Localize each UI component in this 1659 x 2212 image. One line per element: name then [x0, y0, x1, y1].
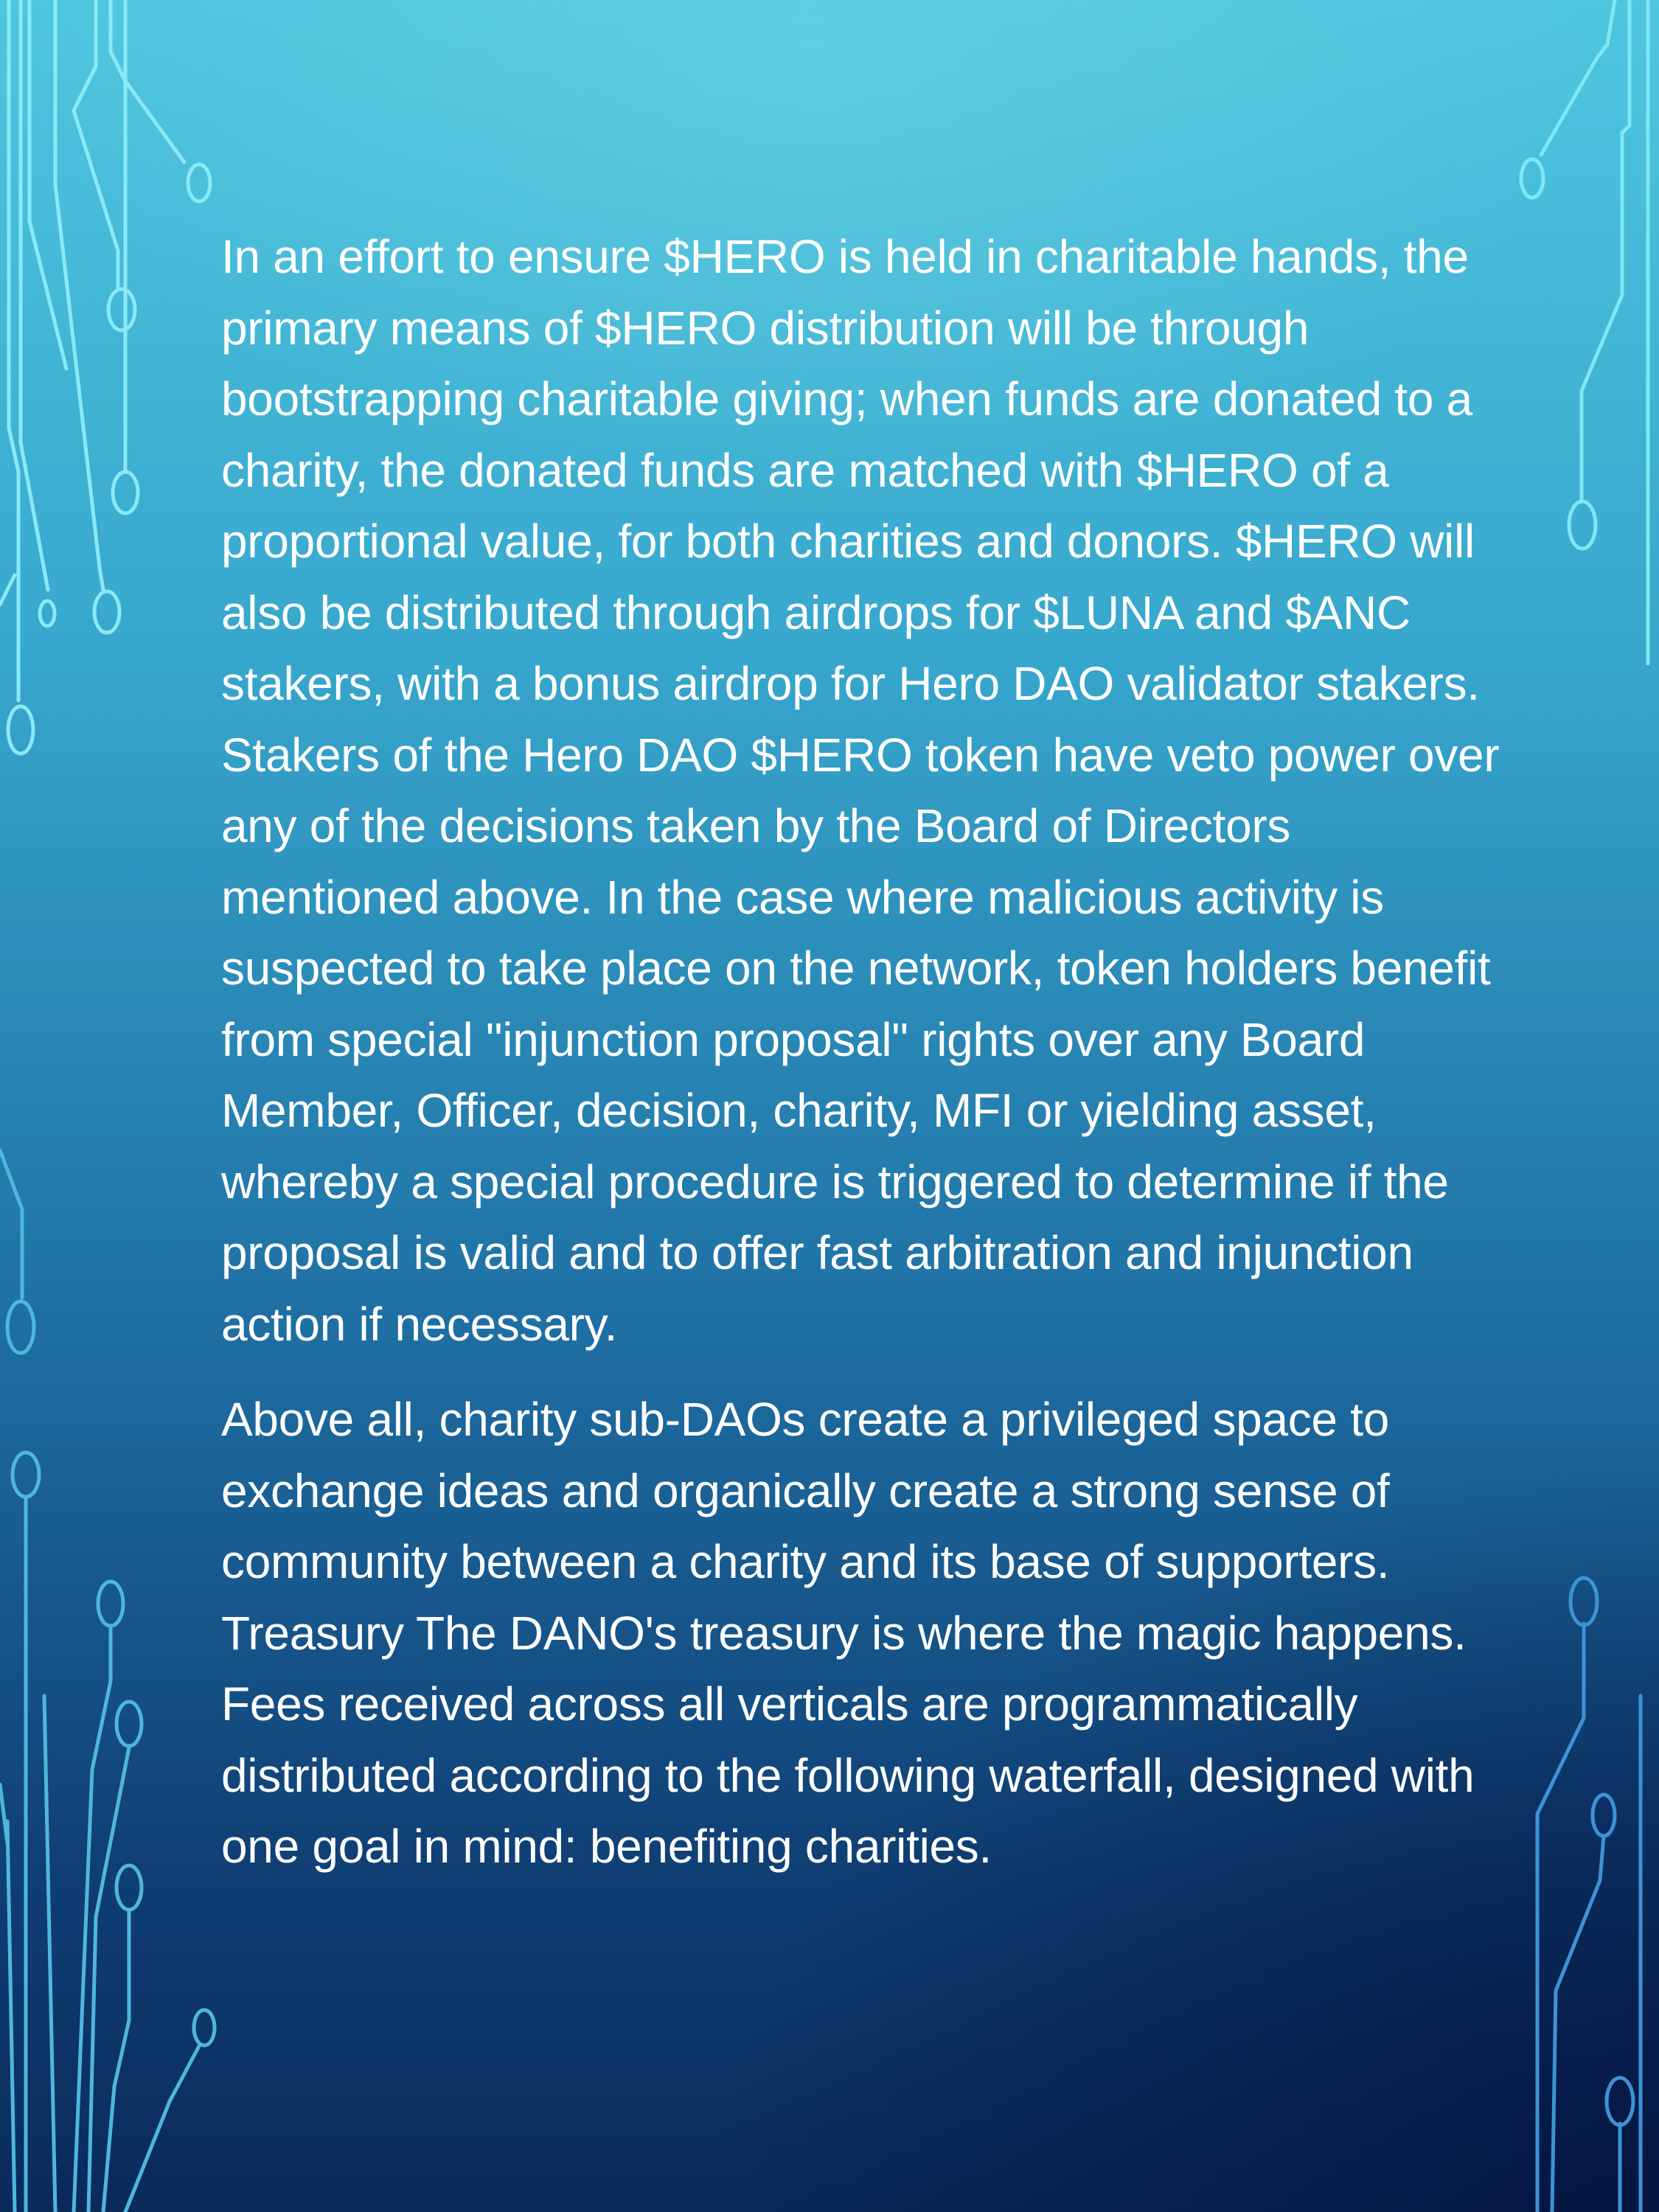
paragraph-charity-subdaos: Above all, charity sub-DAOs create a privileged space to exchange ideas and organically create a strong sense of community between a charity and its base of supporters. Treasury The DANO's treasury is where the magic happens. Fees received across all verticals are programmatically distributed according to the following waterfall, designed with one goal in mind: benefiting charities. — [221, 1393, 1475, 1873]
circuit-bottom-right — [1537, 1578, 1641, 2212]
circuit-bottom-left — [0, 1150, 215, 2212]
slide-body — [221, 221, 1504, 1907]
circuit-top-right — [1521, 0, 1648, 664]
paragraph-hero-distribution: In an effort to ensure $HERO is held in charitable hands, the primary means of $HERO distribution will be through bootstrapping charitable giving; when funds are donated to a charity, the donated funds are matched with $HERO of a proportional value, for both charities and donors. $HERO will also be distributed through airdrops for $LUNA and $ANC stakers, with a bonus airdrop for Hero DAO validator stakers. Stakers of the Hero DAO $HERO token have veto power over any of the decisions taken by the Board of Directors mentioned above. In the case where malicious activity is suspected to take place on the network, token holders benefit from special "injunction proposal" rights over any Board Member, Officer, decision, charity, MFI or yielding asset, whereby a special procedure is triggered to determine if the proposal is valid and to offer fast arbitration and injunction action if necessary. — [221, 230, 1500, 1351]
circuit-top-left — [0, 0, 210, 754]
